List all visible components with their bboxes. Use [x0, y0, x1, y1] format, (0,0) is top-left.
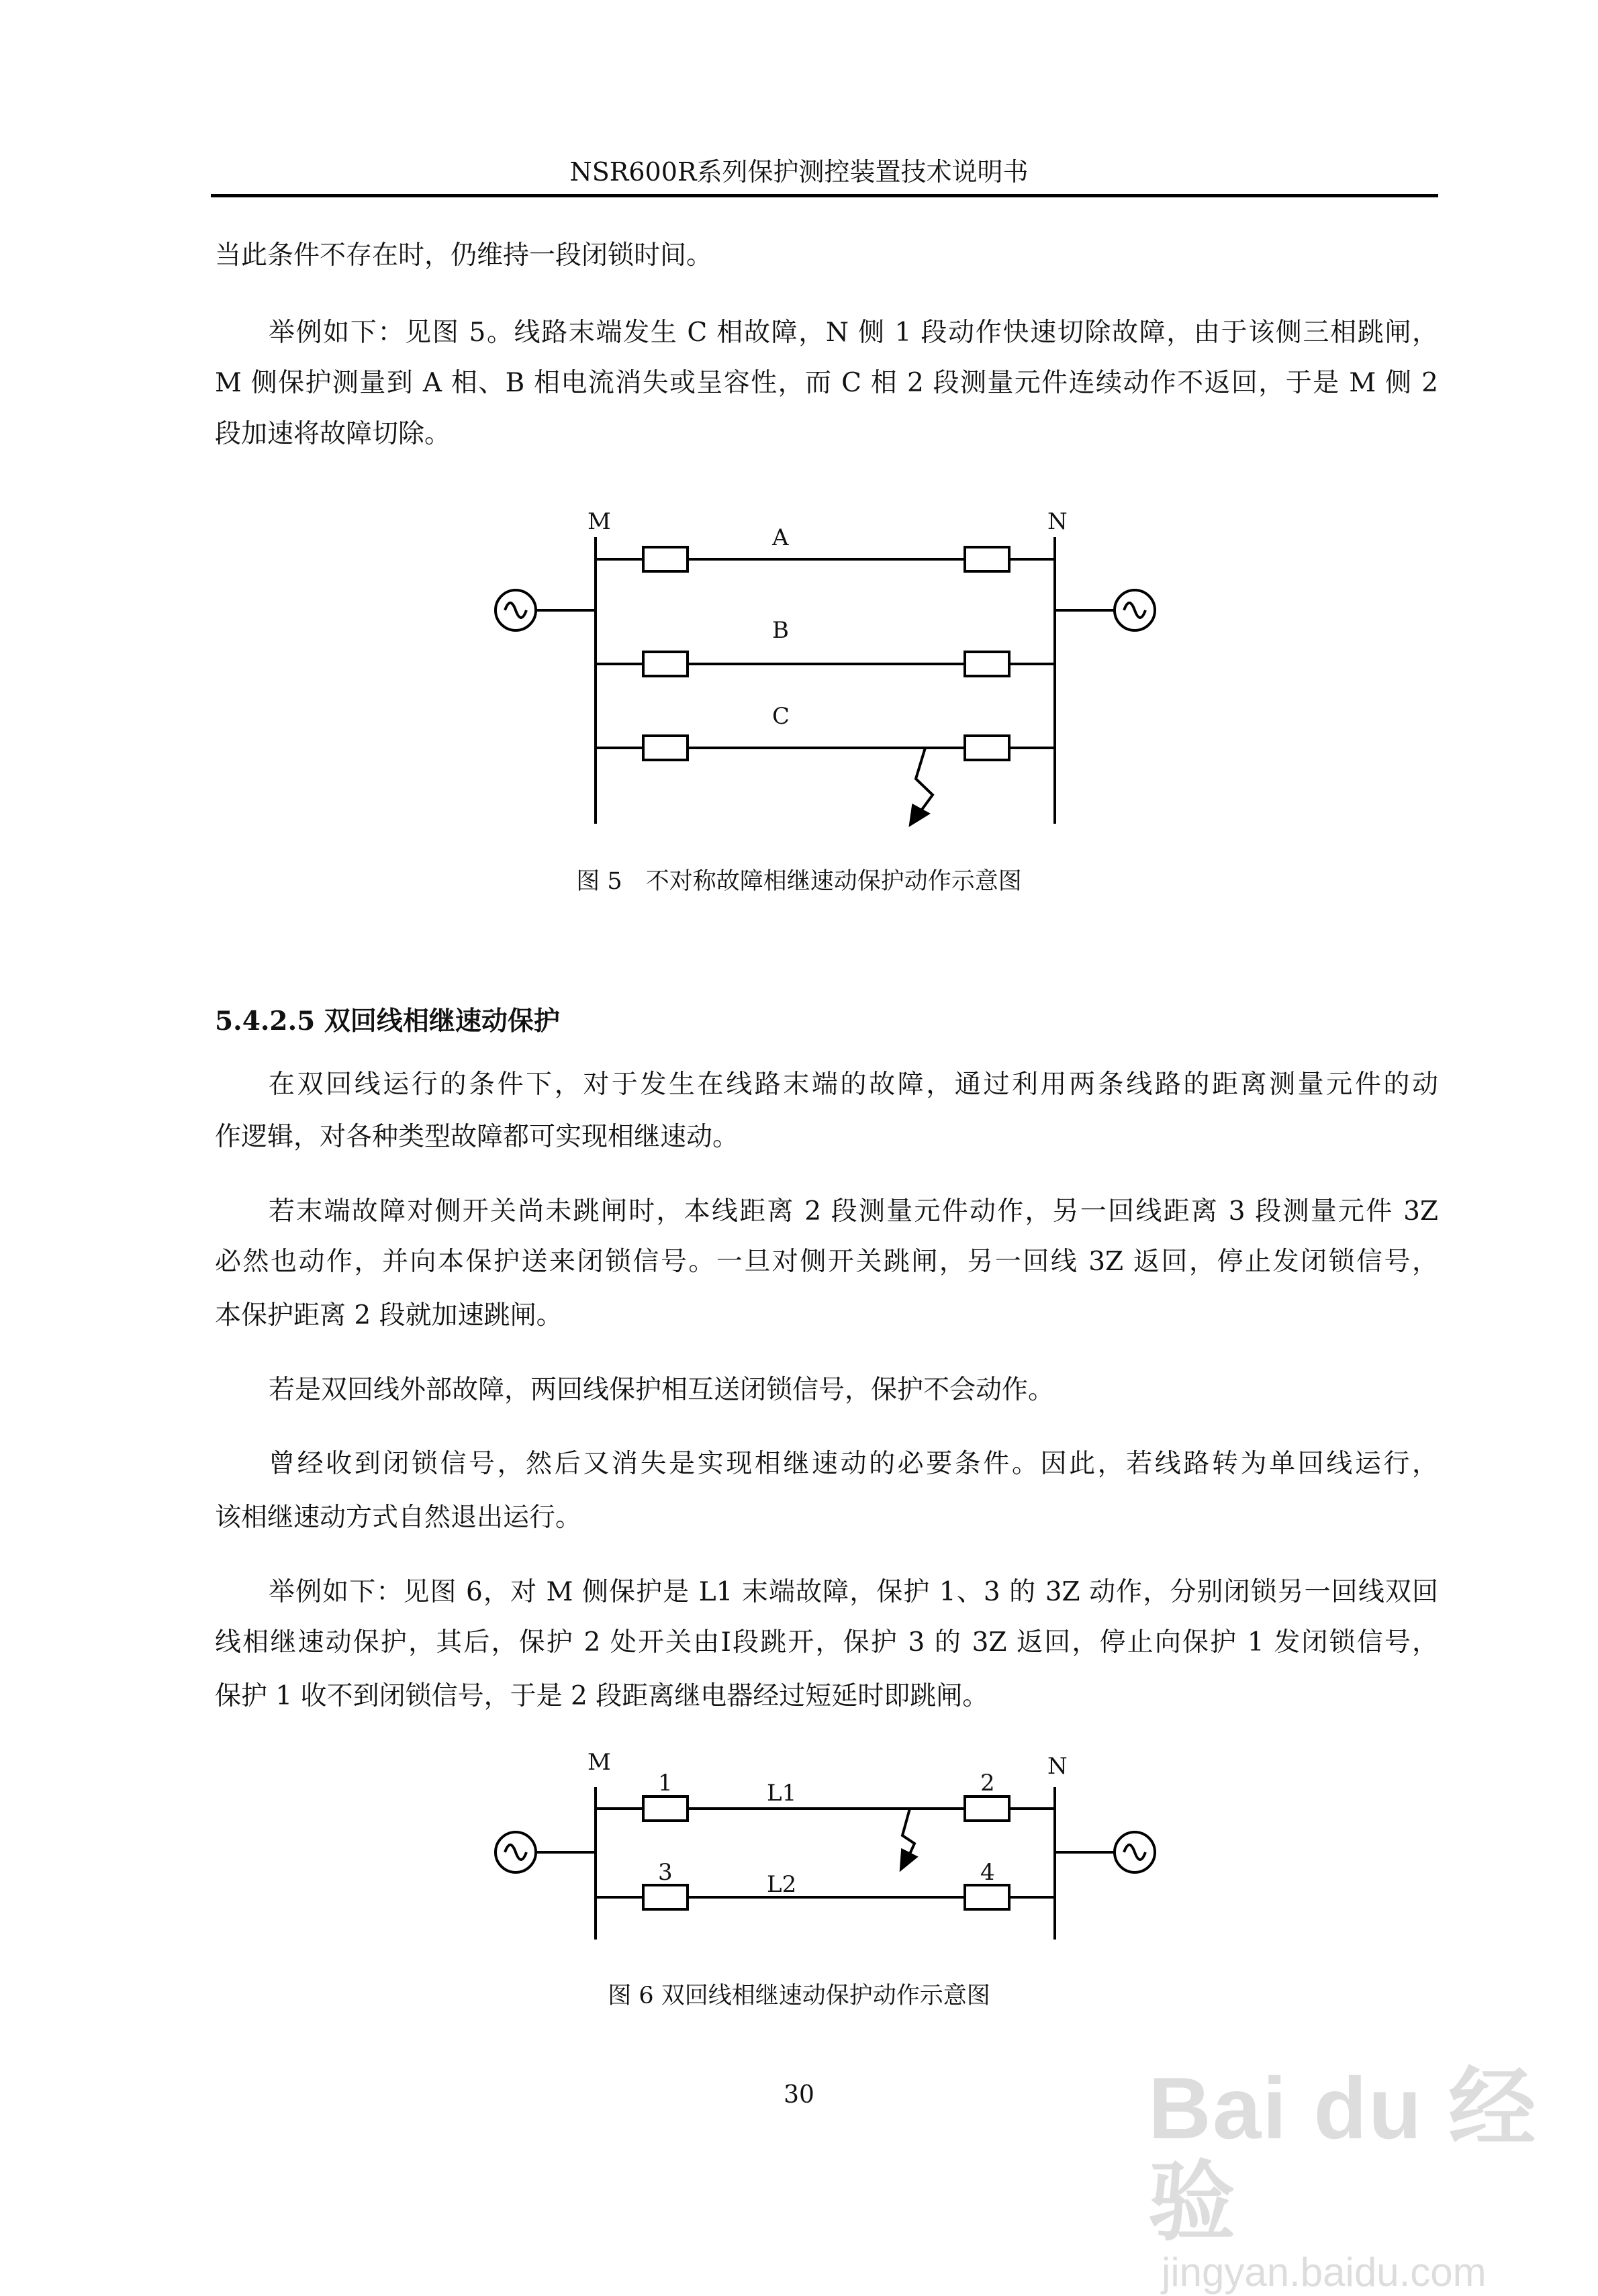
paragraph-line: 当此条件不存在时，仍维持一段闭锁时间。	[215, 240, 713, 271]
breaker-icon	[643, 1797, 1009, 1909]
line-label: L1	[767, 1780, 797, 1807]
breaker-label: 4	[980, 1859, 995, 1886]
figure-5-caption: 图 5 不对称故障相继速动保护动作示意图	[576, 868, 1022, 895]
figure-6-caption: 图 6 双回线相继速动保护动作示意图	[608, 1982, 990, 2009]
bus-n-label: N	[1047, 508, 1068, 535]
baidu-jingyan-watermark	[1148, 2061, 1598, 2296]
breaker-label: 2	[980, 1770, 995, 1797]
paragraph-line: 保护 1 收不到闭锁信号，于是 2 段距离继电器经过短延时即跳闸。	[215, 1681, 989, 1711]
bus-m-label: M	[588, 508, 611, 535]
watermark-url: jingyan.baidu.com	[1162, 2250, 1487, 2295]
paragraph-line: 在双回线运行的条件下，对于发生在线路末端的故障，通过利用两条线路的距离测量元件的动	[269, 1069, 1438, 1100]
fault-icon	[910, 748, 933, 824]
breaker-label: 3	[658, 1859, 673, 1886]
source-icon	[1115, 590, 1155, 630]
figure-5-diagram	[496, 537, 1155, 824]
phase-label: C	[772, 703, 790, 730]
breaker-icon	[643, 547, 1009, 760]
paragraph-line: M 侧保护测量到 A 相、B 相电流消失或呈容性，而 C 相 2 段测量元件连续动作不返回，于是 M 侧 2	[215, 368, 1438, 398]
paragraph-line: 段加速将故障切除。	[215, 419, 451, 449]
paragraph-line: 本保护距离 2 段就加速跳闸。	[215, 1300, 563, 1331]
source-icon	[496, 590, 536, 630]
phase-label: B	[772, 617, 789, 644]
paragraph-line: 举例如下：见图 6，对 M 侧保护是 L1 末端故障，保护 1、3 的 3Z 动作，分别闭锁另一回线双回	[269, 1577, 1438, 1607]
bus-n-label: N	[1047, 1753, 1068, 1780]
breaker-label: 1	[658, 1770, 673, 1797]
watermark-brand: Bai du 经验	[1148, 2059, 1538, 2251]
bus-m-label: M	[588, 1749, 611, 1776]
section-heading: 5.4.2.5 双回线相继速动保护	[215, 1006, 560, 1037]
paragraph-line: 线相继速动保护，其后，保护 2 处开关由Ⅰ段跳开，保护 3 的 3Z 返回，停止向保护 1 发闭锁信号，	[215, 1627, 1438, 1658]
line-label: L2	[767, 1871, 797, 1898]
figure-6-diagram	[496, 1787, 1155, 1940]
paragraph-line: 该相继速动方式自然退出运行。	[215, 1502, 582, 1533]
paragraph-line: 若是双回线外部故障，两回线保护相互送闭锁信号，保护不会动作。	[269, 1375, 1055, 1405]
page-number: 30	[784, 2081, 814, 2109]
paragraph-line: 曾经收到闭锁信号，然后又消失是实现相继速动的必要条件。因此，若线路转为单回线运行，	[269, 1449, 1438, 1479]
paragraph-line: 必然也动作，并向本保护送来闭锁信号。一旦对侧开关跳闸，另一回线 3Z 返回，停止发闭锁信号，	[215, 1247, 1438, 1277]
phase-label: A	[772, 524, 789, 551]
paragraph-line: 若末端故障对侧开关尚未跳闸时，本线距离 2 段测量元件动作，另一回线距离 3 段测量元件 3Z	[269, 1196, 1438, 1227]
running-header: NSR600R系列保护测控装置技术说明书	[569, 157, 1029, 187]
source-icon	[496, 1832, 536, 1872]
fault-icon	[901, 1809, 916, 1869]
paragraph-line: 作逻辑，对各种类型故障都可实现相继速动。	[215, 1122, 739, 1152]
paragraph-line: 举例如下：见图 5。线路末端发生 C 相故障，N 侧 1 段动作快速切除故障，由于该侧三相跳闸，	[269, 318, 1438, 348]
source-icon	[1115, 1832, 1155, 1872]
